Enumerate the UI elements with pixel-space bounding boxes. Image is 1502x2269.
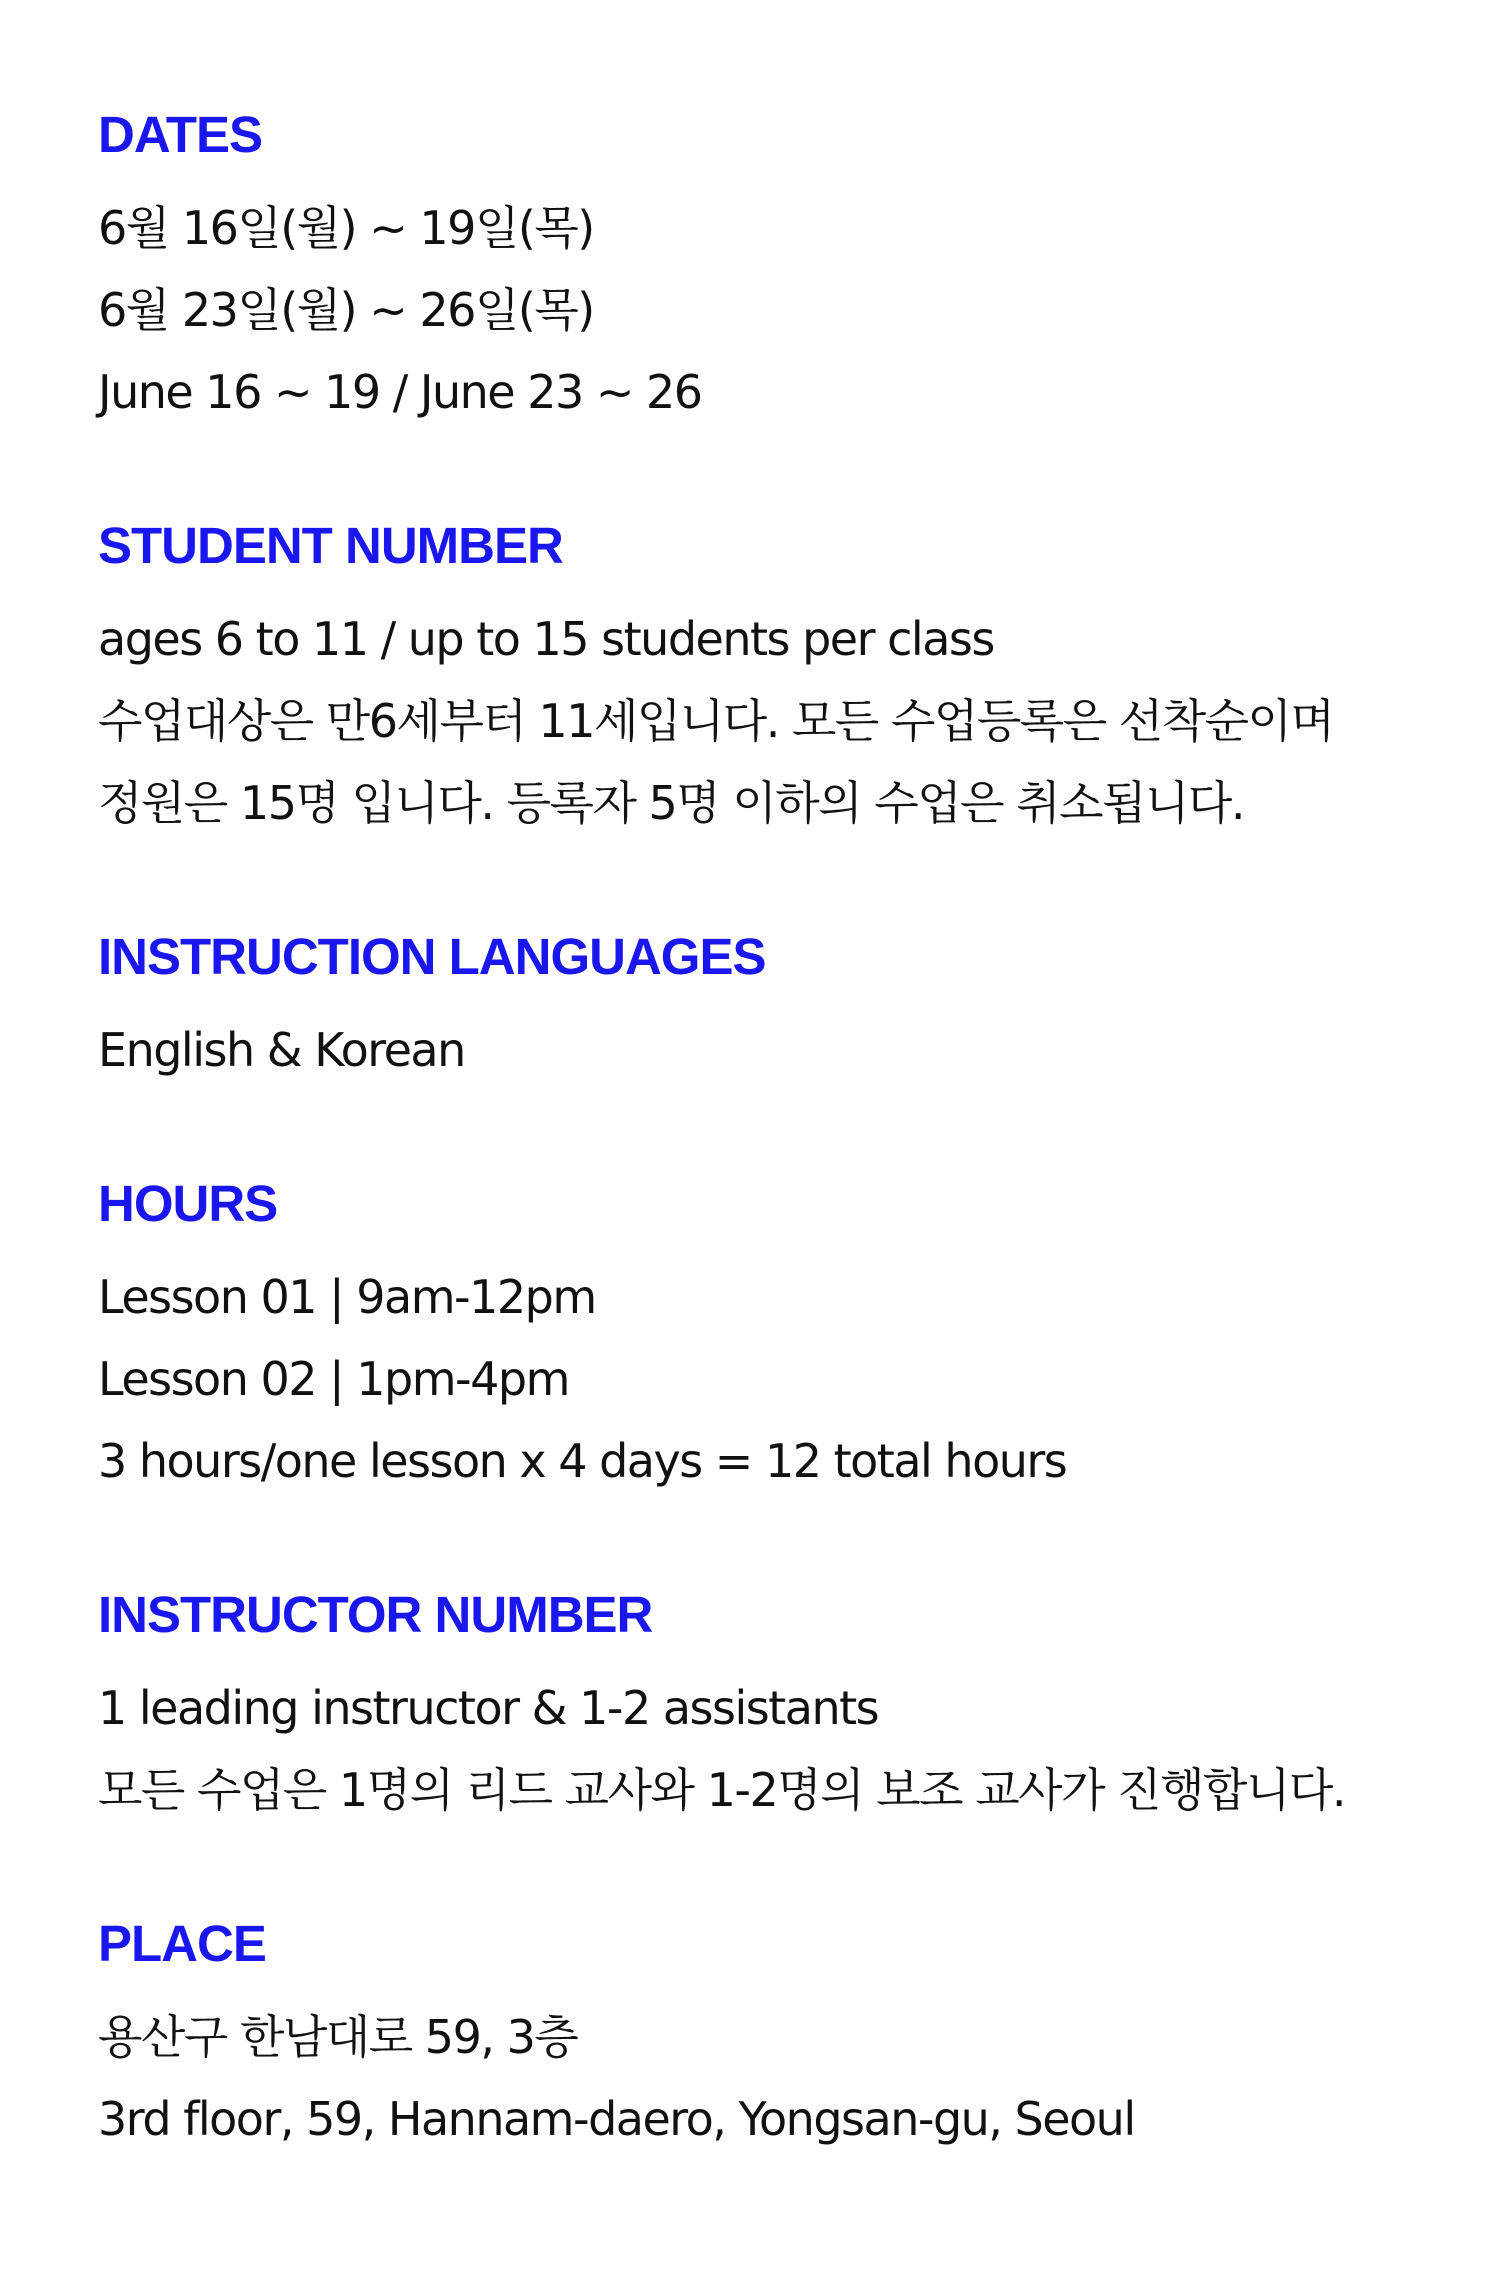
hours-heading: HOURS [98, 1175, 278, 1232]
hours-section [98, 1173, 1478, 1502]
instructor-number-heading: INSTRUCTOR NUMBER [98, 1586, 653, 1643]
student-number-line-korean-1: 수업대상은 만6세부터 11세입니다. 모든 수업등록은 선착순이며 [98, 694, 1334, 748]
place-section [98, 1913, 1478, 2160]
dates-line-korean-week1: 6월 16일(월) ~ 19일(목) [98, 201, 594, 255]
instruction-languages-line: English & Korean [98, 1023, 465, 1077]
info-document [98, 104, 1478, 2242]
instructor-number-lines [98, 1667, 1478, 1831]
student-number-heading: STUDENT NUMBER [98, 517, 563, 574]
instruction-languages-lines [98, 1009, 1478, 1091]
instruction-languages-heading: INSTRUCTION LANGUAGES [98, 928, 766, 985]
dates-section [98, 104, 1478, 433]
place-heading: PLACE [98, 1915, 266, 1972]
instructor-number-section [98, 1584, 1478, 1831]
hours-line-lesson-01: Lesson 01 | 9am-12pm [98, 1270, 596, 1324]
hours-line-total: 3 hours/one lesson x 4 days = 12 total hours [98, 1434, 1067, 1488]
dates-line-english: June 16 ~ 19 / June 23 ~ 26 [98, 365, 702, 419]
instructor-number-line-korean: 모든 수업은 1명의 리드 교사와 1-2명의 보조 교사가 진행합니다. [98, 1763, 1345, 1817]
student-number-section [98, 515, 1478, 844]
hours-lines [98, 1256, 1478, 1502]
place-line-korean: 용산구 한남대로 59, 3층 [98, 2010, 578, 2064]
student-number-line-korean-2: 정원은 15명 입니다. 등록자 5명 이하의 수업은 취소됩니다. [98, 776, 1244, 830]
place-line-english: 3rd floor, 59, Hannam-daero, Yongsan-gu, Seoul [98, 2092, 1135, 2146]
instruction-languages-section [98, 926, 1478, 1091]
place-lines [98, 1996, 1478, 2160]
dates-line-korean-week2: 6월 23일(월) ~ 26일(목) [98, 283, 594, 337]
instructor-number-line-english: 1 leading instructor & 1-2 assistants [98, 1681, 879, 1735]
dates-lines [98, 187, 1478, 433]
student-number-lines [98, 598, 1478, 844]
dates-heading: DATES [98, 106, 263, 163]
student-number-line-english: ages 6 to 11 / up to 15 students per class [98, 612, 994, 666]
hours-line-lesson-02: Lesson 02 | 1pm-4pm [98, 1352, 569, 1406]
